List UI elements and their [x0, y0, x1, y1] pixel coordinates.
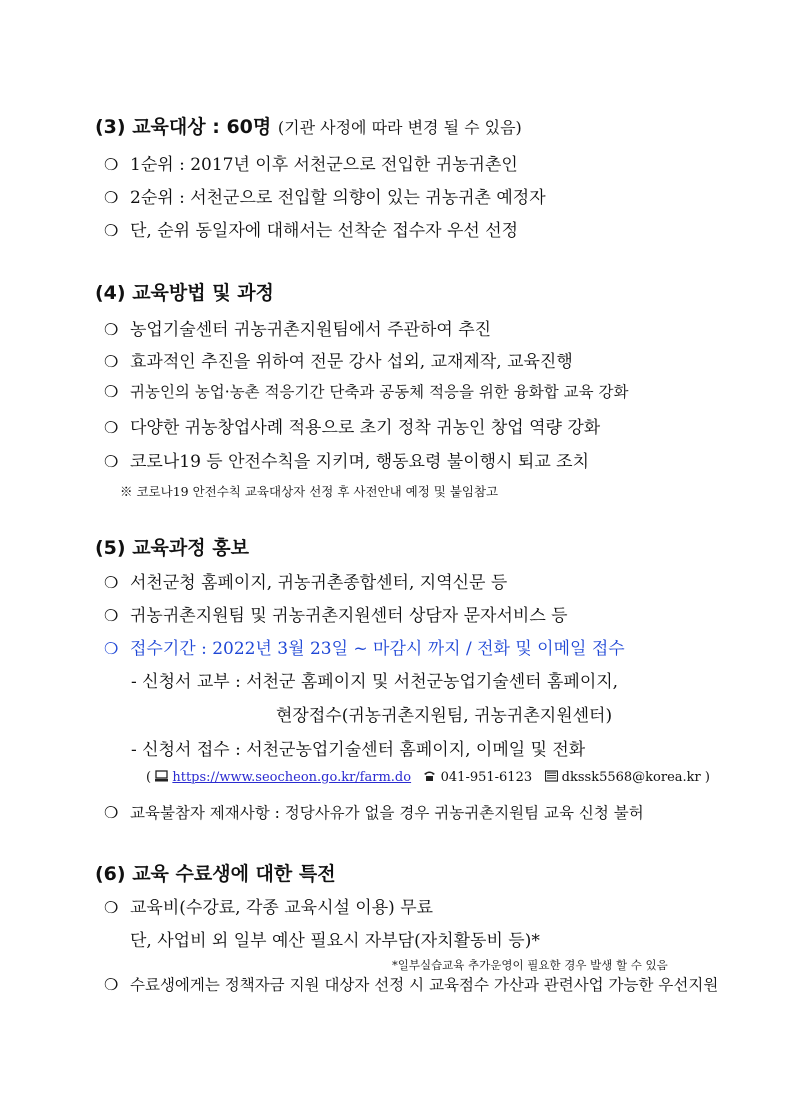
list-item: ❍ 코로나19 등 안전수칙을 지키며, 행동요령 불이행시 퇴교 조치: [104, 452, 589, 472]
list-item: ❍ 교육불참자 제재사항 : 정당사유가 없을 경우 귀농귀촌지원팀 교육 신청 불허: [104, 803, 644, 822]
section-6-heading: (6) 교육 수료생에 대한 특전: [95, 863, 336, 885]
list-item: ❍ 귀농귀촌지원팀 및 귀농귀촌지원센터 상담자 문자서비스 등: [104, 606, 568, 626]
list-item: ❍ 효과적인 추진을 위하여 전문 강사 섭외, 교재제작, 교육진행: [104, 352, 573, 372]
list-item: ❍ 다양한 귀농창업사례 적용으로 초기 정착 귀농인 창업 역량 강화: [104, 418, 601, 438]
phone-number: 041-951-6123: [440, 770, 533, 785]
circle-bullet-icon: ❍: [104, 898, 119, 917]
circle-bullet-icon: ❍: [104, 573, 119, 592]
circle-bullet-icon: ❍: [104, 382, 119, 401]
list-item-cont: 단, 사업비 외 일부 예산 필요시 자부담(자치활동비 등)*: [130, 931, 540, 951]
section-4-heading: (4) 교육방법 및 과정: [95, 282, 274, 304]
list-item: ❍ 수료생에게는 정책자금 지원 대상자 선정 시 교육점수 가산과 관련사업 가능한 우선지원: [104, 975, 719, 994]
list-item: ❍ 1순위 : 2017년 이후 서천군으로 전입한 귀농귀촌인: [104, 155, 518, 175]
distribution-line: - 신청서 교부 : 서천군 홈페이지 및 서천군농업기술센터 홈페이지,: [131, 672, 619, 692]
contact-line: ( https://www.seocheon.go.kr/farm.do 041-951-6123 dkssk5568@korea.kr ): [146, 770, 710, 785]
circle-bullet-icon: ❍: [104, 452, 119, 471]
circle-bullet-icon: ❍: [104, 606, 119, 625]
computer-icon: [155, 770, 168, 786]
list-item: ❍ 농업기술센터 귀농귀촌지원팀에서 주관하여 추진: [104, 320, 492, 340]
circle-bullet-icon: ❍: [104, 155, 119, 174]
circle-bullet-icon: ❍: [104, 188, 119, 207]
circle-bullet-icon: ❍: [104, 221, 119, 240]
list-item: ❍ 귀농인의 농업·농촌 적응기간 단축과 공동체 적응을 위한 융화합 교육 강화: [104, 382, 629, 401]
list-item: ❍ 교육비(수강료, 각종 교육시설 이용) 무료: [104, 898, 434, 918]
website-link[interactable]: https://www.seocheon.go.kr/farm.do: [172, 770, 412, 785]
section-5-heading: (5) 교육과정 홍보: [95, 537, 249, 559]
section-3-heading-note: (기관 사정에 따라 변경 될 수 있음): [277, 118, 522, 137]
section-3-heading: (3) 교육대상 : 60명 (기관 사정에 따라 변경 될 수 있음): [95, 116, 522, 138]
circle-bullet-icon: ❍: [104, 975, 119, 994]
list-item: ❍ 2순위 : 서천군으로 전입할 의향이 있는 귀농귀촌 예정자: [104, 188, 546, 208]
list-item: ❍ 단, 순위 동일자에 대해서는 선착순 접수자 우선 선정: [104, 221, 519, 241]
email-address: dkssk5568@korea.kr: [561, 770, 701, 785]
telephone-icon: [423, 770, 436, 786]
envelope-icon: [545, 770, 558, 786]
footnote: *일부실습교육 추가운영이 필요한 경우 발생 할 수 있음: [392, 958, 668, 972]
list-item: ❍ 서천군청 홈페이지, 귀농귀촌종합센터, 지역신문 등: [104, 573, 508, 593]
submission-line: - 신청서 접수 : 서천군농업기술센터 홈페이지, 이메일 및 전화: [131, 740, 586, 760]
circle-bullet-icon: ❍: [104, 418, 119, 437]
application-period: ❍ 접수기간 : 2022년 3월 23일 ~ 마감시 까지 / 전화 및 이메일 접수: [104, 639, 625, 659]
circle-bullet-icon: ❍: [104, 320, 119, 339]
circle-bullet-icon: ❍: [104, 803, 119, 822]
covid-note: ※ 코로나19 안전수칙 교육대상자 선정 후 사전안내 예정 및 붙임참고: [120, 484, 499, 499]
circle-bullet-icon: ❍: [104, 639, 119, 658]
distribution-line-cont: 현장접수(귀농귀촌지원팀, 귀농귀촌지원센터): [276, 706, 613, 726]
circle-bullet-icon: ❍: [104, 352, 119, 371]
